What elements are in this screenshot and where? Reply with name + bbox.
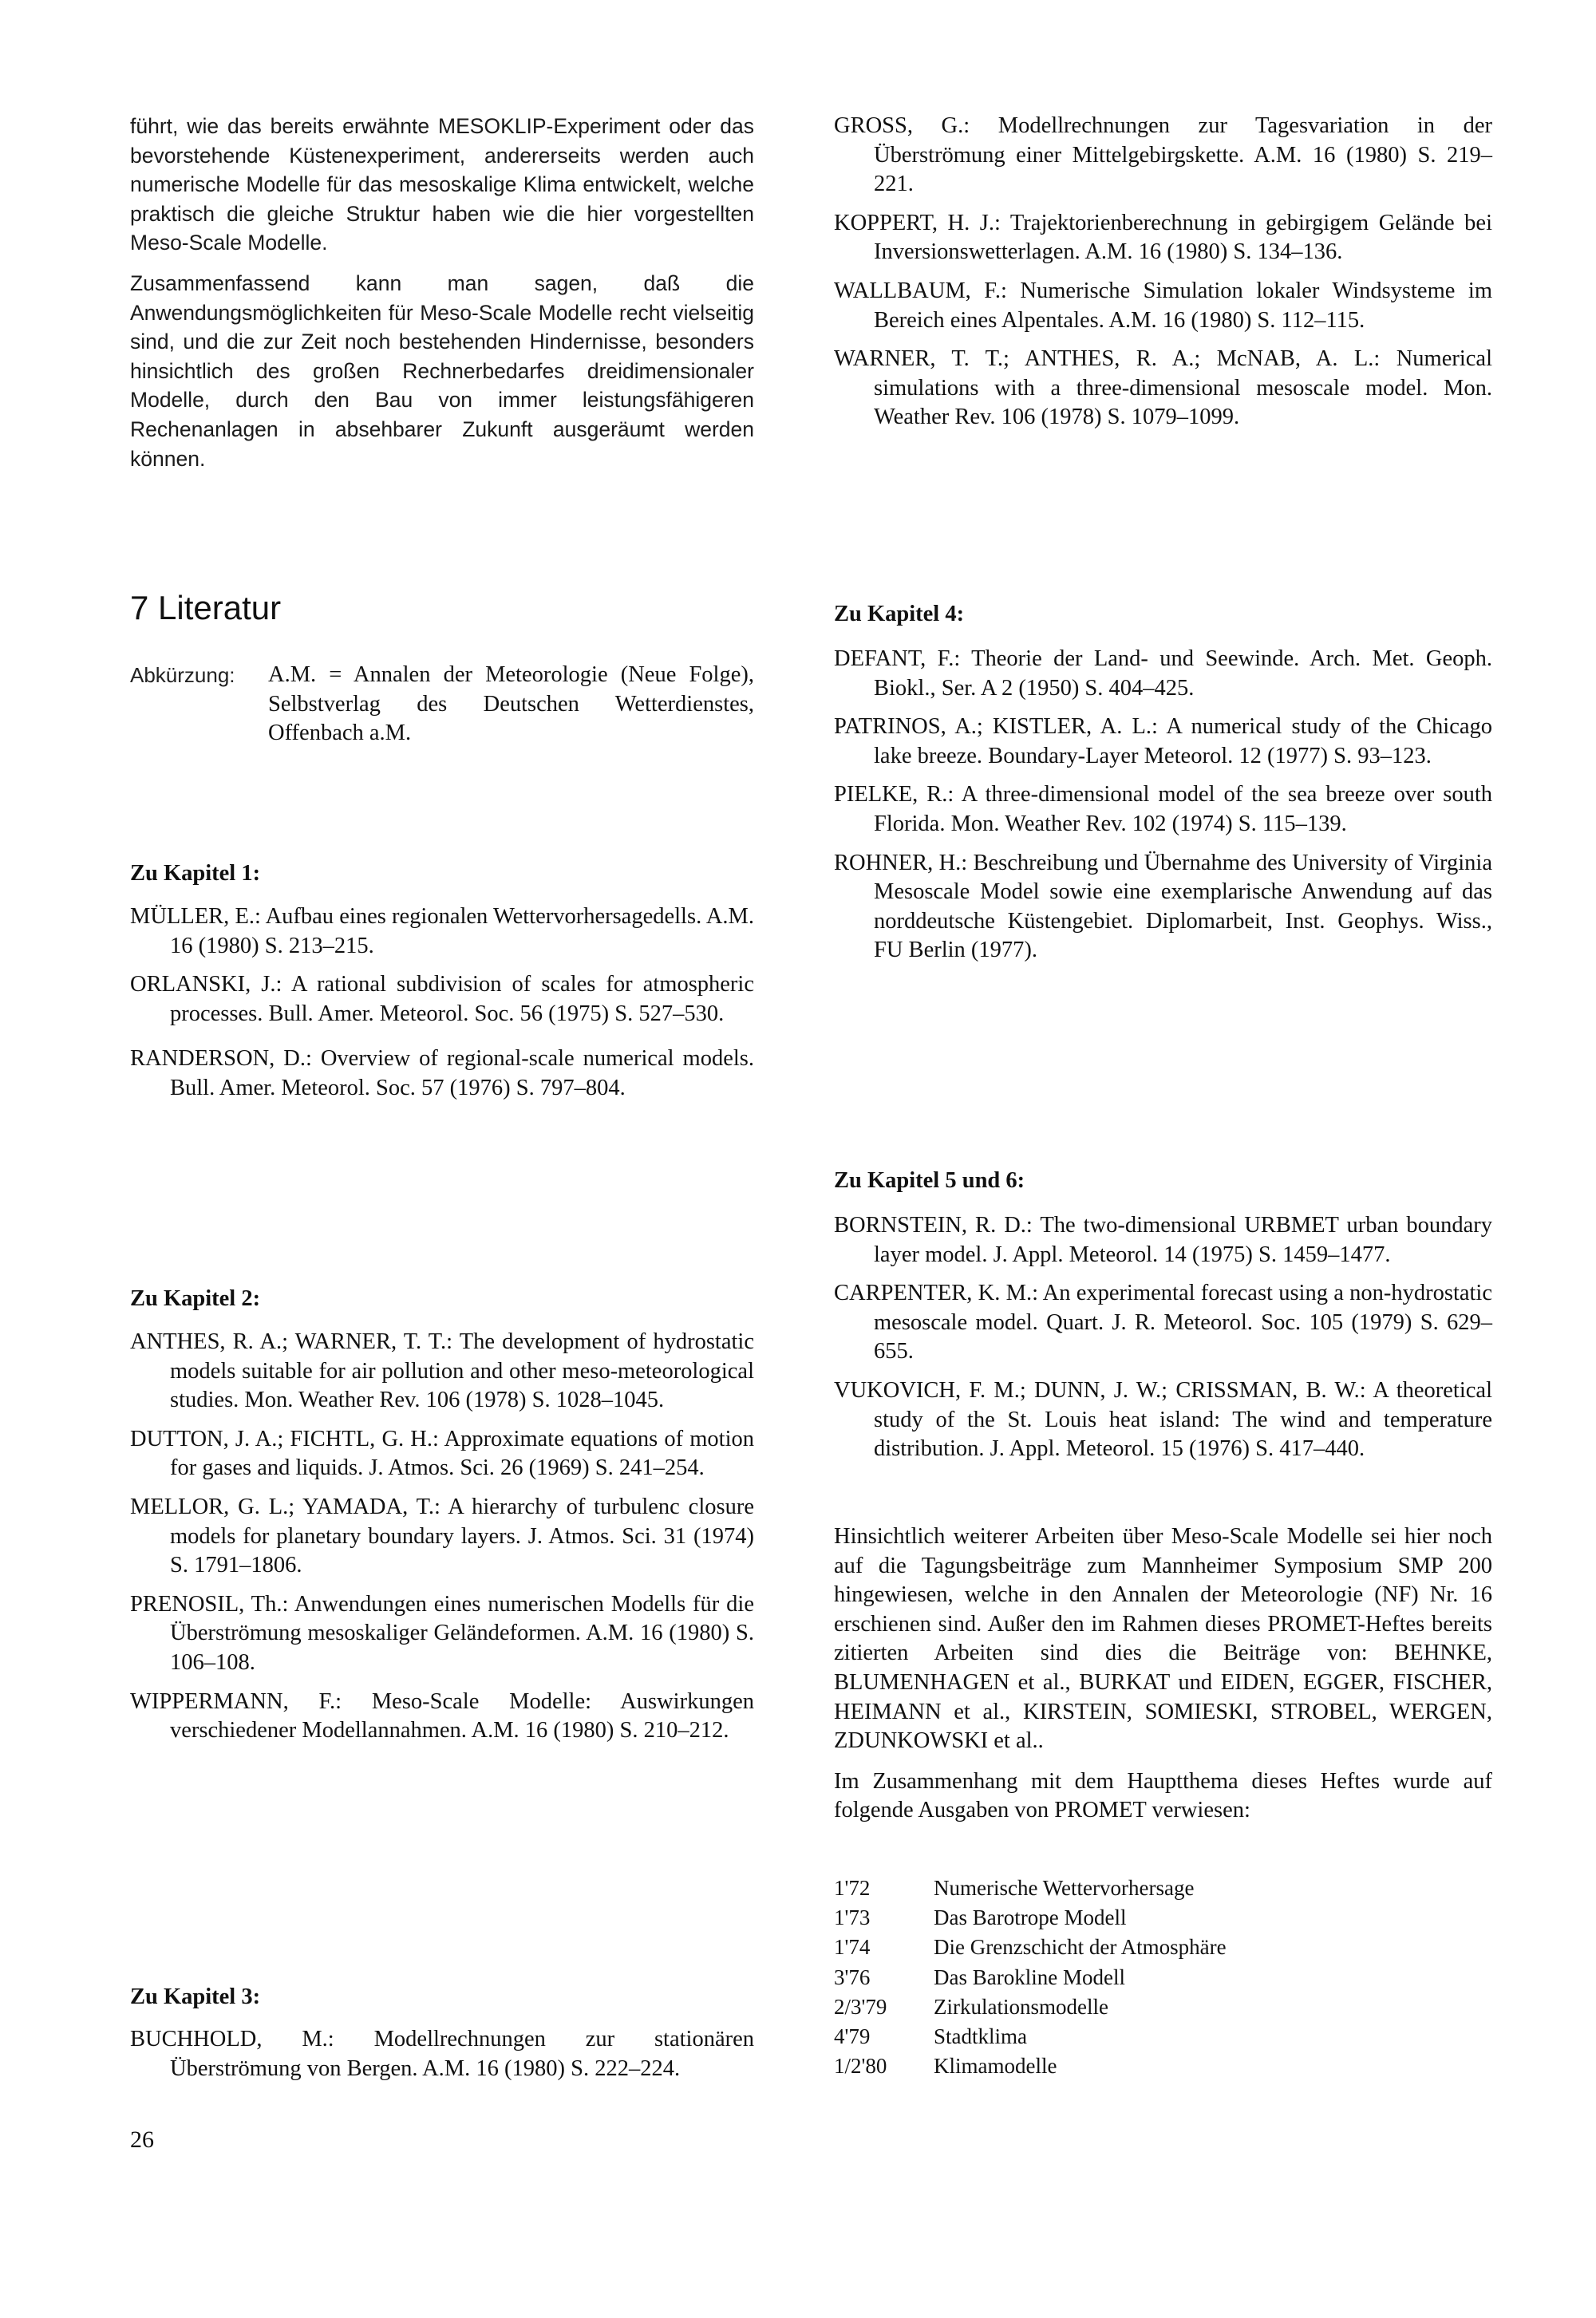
issue-title: Das Barokline Modell (934, 1965, 1125, 1989)
abbreviation-text: A.M. = Annalen der Meteorologie (Neue Folge), Selbstverlag des Deutschen Wetterdienstes, Offenbach a.M. (268, 662, 754, 746)
reference-entry: PRENOSIL, Th.: Anwendungen eines numerischen Modells für die Überströmung mesoskaliger Geländeformen. A.M. 16 (1980) S. 106–108. (130, 1591, 754, 1675)
issue-number: 1/2'80 (834, 2054, 887, 2079)
chapter-4-heading: Zu Kapitel 4: (834, 602, 965, 626)
chapter-1-references (130, 902, 754, 1113)
list-item (834, 2051, 1492, 2081)
reference-entry: MÜLLER, E.: Aufbau eines regionalen Wettervorhersagedells. A.M. 16 (1980) S. 213–215. (130, 904, 754, 958)
reference-entry: GROSS, G.: Modellrechnungen zur Tagesvariation in der Überströmung einer Mittelgebirgskette. A.M. 16 (1980) S. 219–221. (834, 113, 1492, 197)
page-number: 26 (130, 2126, 154, 2153)
reference-entry: ANTHES, R. A.; WARNER, T. T.: The development of hydrostatic models suitable for air pollution and other meso-meteorological studies. Mon. Weather Rev. 106 (1978) S. 1028–1045. (130, 1329, 754, 1413)
chapter-2-references (130, 1328, 754, 1755)
intro-paragraph: Zusammenfassend kann man sagen, daß die Anwendungsmöglichkeiten für Meso-Scale Modelle recht vielseitig sind, und die zur Zeit noch bestehenden Hindernisse, besonders hinsichtlich des großen Rechnerbedarfes dreidimensionaler Modelle, durch den Bau von immer leistungsfähigeren Rechenanlagen in absehbarer Zukunft ausgeräumt werden können. (130, 270, 754, 471)
issue-title: Das Barotrope Modell (934, 1905, 1127, 1930)
section-heading: 7 Literatur (130, 589, 282, 626)
chapter-4-references (834, 645, 1492, 975)
closing-text (834, 1522, 1492, 1837)
chapter-1-heading: Zu Kapitel 1: (130, 861, 261, 886)
chapter-3-references-continued (834, 112, 1492, 442)
reference-entry: DEFANT, F.: Theorie der Land- und Seewinde. Arch. Met. Geoph. Biokl., Ser. A 2 (1950) S. 404–425. (834, 646, 1492, 701)
chapter-3-references (130, 2025, 754, 2093)
issue-title: Numerische Wettervorhersage (934, 1876, 1195, 1900)
chapter-3-heading: Zu Kapitel 3: (130, 1984, 261, 2009)
promet-issue-list (834, 1874, 1492, 2081)
issue-title: Klimamodelle (934, 2054, 1057, 2079)
issue-number: 4'79 (834, 2024, 871, 2049)
list-item (834, 1933, 1492, 1962)
reference-entry: ROHNER, H.: Beschreibung und Übernahme des University of Virginia Mesoscale Model sowie eine exemplarische Anwendung auf das norddeutsche Küstengebiet. Diplomarbeit, Inst. Geophys. Wiss., FU Berlin (1977). (834, 850, 1492, 963)
list-item (834, 1874, 1492, 1903)
reference-entry: BUCHHOLD, M.: Modellrechnungen zur stationären Überströmung von Bergen. A.M. 16 (1980) S. 222–224. (130, 2027, 754, 2081)
closing-paragraph: Hinsichtlich weiterer Arbeiten über Meso-Scale Modelle sei hier noch auf die Tagungsbeiträge zum Mannheimer Symposium SMP 200 hingewiesen, welche in den Annalen der Meteorologie (NF) Nr. 16 erschienen sind. Außer den im Rahmen dieses PROMET-Heftes bereits zitierten Arbeiten sind dies die Beiträge von: BEHNKE, BLUMENHAGEN et al., BURKAT und EIDEN, EGGER, FISCHER, HEIMANN et al., KIRSTEIN, SOMIESKI, STROBEL, WERGEN, ZDUNKOWSKI et al.. (834, 1524, 1492, 1754)
reference-entry: WIPPERMANN, F.: Meso-Scale Modelle: Auswirkungen verschiedener Modellannahmen. A.M. 16 (1980) S. 210–212. (130, 1688, 754, 1743)
reference-entry: KOPPERT, H. J.: Trajektorienberechnung in gebirgigem Gelände bei Inversionswetterlagen. A.M. 16 (1980) S. 134–136. (834, 210, 1492, 265)
chapter-5-6-references (834, 1211, 1492, 1474)
reference-entry: PATRINOS, A.; KISTLER, A. L.: A numerical study of the Chicago lake breeze. Boundary-Layer Meteorol. 12 (1977) S. 93–123. (834, 714, 1492, 768)
chapter-2-heading: Zu Kapitel 2: (130, 1286, 261, 1311)
reference-entry: DUTTON, J. A.; FICHTL, G. H.: Approximate equations of motion for gases and liquids. J. Atmos. Sci. 26 (1969) S. 241–254. (130, 1426, 754, 1481)
issue-number: 1'72 (834, 1876, 871, 1900)
issue-title: Zirkulationsmodelle (934, 1994, 1108, 2019)
reference-entry: WARNER, T. T.; ANTHES, R. A.; McNAB, A. L.: Numerical simulations with a three-dimensional mesoscale model. Mon. Weather Rev. 106 (1978) S. 1079–1099. (834, 346, 1492, 430)
chapter-5-6-heading: Zu Kapitel 5 und 6: (834, 1168, 1025, 1193)
reference-entry: RANDERSON, D.: Overview of regional-scale numerical models. Bull. Amer. Meteorol. Soc. 57 (1976) S. 797–804. (130, 1046, 754, 1100)
issue-number: 1'73 (834, 1905, 871, 1930)
reference-entry: CARPENTER, K. M.: An experimental forecast using a non-hydrostatic mesoscale model. Quart. J. R. Meteorol. Soc. 105 (1979) S. 629–655. (834, 1281, 1492, 1364)
list-item (834, 1903, 1492, 1933)
reference-entry: ORLANSKI, J.: A rational subdivision of scales for atmospheric processes. Bull. Amer. Meteorol. Soc. 56 (1975) S. 527–530. (130, 972, 754, 1026)
issue-title: Stadtklima (934, 2024, 1027, 2049)
issue-number: 1'74 (834, 1935, 871, 1960)
reference-entry: MELLOR, G. L.; YAMADA, T.: A hierarchy of turbulenc closure models for planetary boundary layers. J. Atmos. Sci. 31 (1974) S. 1791–1806. (130, 1494, 754, 1578)
issue-number: 3'76 (834, 1965, 871, 1989)
intro-paragraph: führt, wie das bereits erwähnte MESOKLIP-Experiment oder das bevorstehende Küstenexperiment, andererseits werden auch numerische Modelle für das mesoskalige Klima entwickelt, welche praktisch die gleiche Struktur haben wie die hier vorgestellten Meso-Scale Modelle. (130, 114, 754, 255)
reference-entry: WALLBAUM, F.: Numerische Simulation lokaler Windsysteme im Bereich eines Alpentales. A.M. 16 (1980) S. 112–115. (834, 278, 1492, 333)
issue-number: 2/3'79 (834, 1994, 887, 2019)
intro-text (130, 112, 754, 484)
reference-entry: VUKOVICH, F. M.; DUNN, J. W.; CRISSMAN, B. W.: A theoretical study of the St. Louis heat island: The wind and temperature distribution. J. Appl. Meteorol. 15 (1976) S. 417–440. (834, 1377, 1492, 1462)
reference-entry: BORNSTEIN, R. D.: The two-dimensional URBMET urban boundary layer model. J. Appl. Meteorol. 14 (1975) S. 1459–1477. (834, 1213, 1492, 1267)
list-item (834, 2022, 1492, 2051)
closing-paragraph: Im Zusammenhang mit dem Hauptthema dieses Heftes wurde auf folgende Ausgaben von PROMET verwiesen: (834, 1768, 1492, 1823)
abbreviation-label: Abkürzung: (130, 663, 235, 687)
list-item (834, 1963, 1492, 1992)
abbreviation-note (130, 661, 754, 748)
issue-title: Die Grenzschicht der Atmosphäre (934, 1935, 1227, 1960)
reference-entry: PIELKE, R.: A three-dimensional model of the sea breeze over south Florida. Mon. Weather Rev. 102 (1974) S. 115–139. (834, 782, 1492, 836)
list-item (834, 1992, 1492, 2022)
